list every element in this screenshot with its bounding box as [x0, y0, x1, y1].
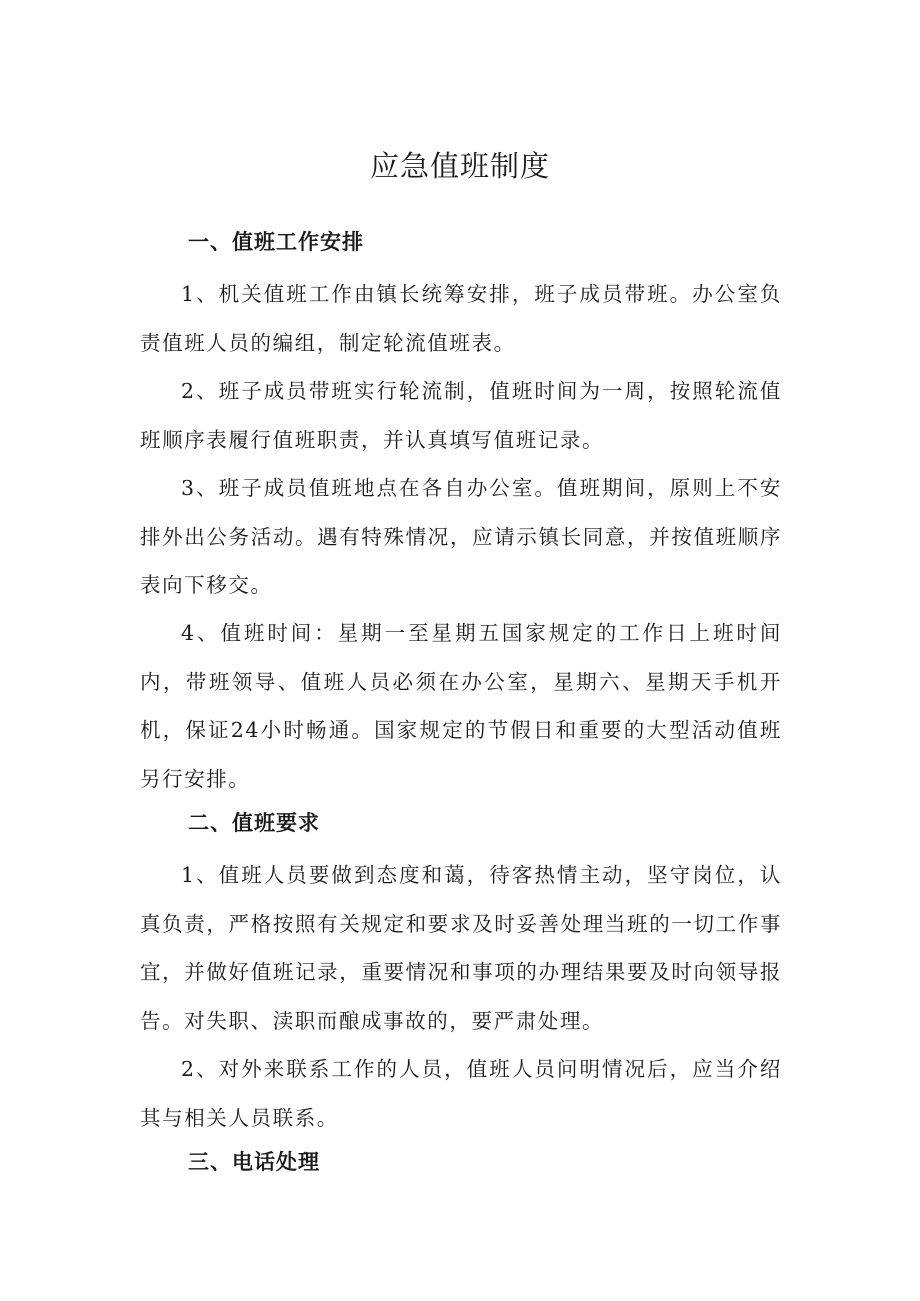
document-title: 应急值班制度 — [369, 149, 550, 183]
section-1-paragraph-1: 1、机关值班工作由镇长统筹安排，班子成员带班。办公室负责值班人员的编组，制定轮流值班表。 — [140, 282, 782, 355]
section-2-paragraph-2: 2、对外来联系工作的人员，值班人员问明情况后，应当介绍其与相关人员联系。 — [140, 1057, 782, 1130]
section-1-paragraph-3: 3、班子成员值班地点在各自办公室。值班期间，原则上不安排外出公务活动。遇有特殊情况，应请示镇长同意，并按值班顺序表向下移交。 — [140, 476, 782, 597]
section-heading-1: 一、值班工作安排 — [188, 230, 364, 254]
section-heading-2: 二、值班要求 — [188, 811, 320, 835]
section-2-paragraph-1: 1、值班人员要做到态度和蔼，待客热情主动，坚守岗位，认真负责，严格按照有关规定和要求及时妥善处理当班的一切工作事宜，并做好值班记录，重要情况和事项的办理结果要及时向领导报告。对失职、渎职而酿成事故的，要严肃处理。 — [140, 863, 782, 1033]
section-1-paragraph-2: 2、班子成员带班实行轮流制，值班时间为一周，按照轮流值班顺序表履行值班职责，并认真填写值班记录。 — [140, 379, 782, 452]
section-1-paragraph-4: 4、值班时间：星期一至星期五国家规定的工作日上班时间内，带班领导、值班人员必须在办公室，星期六、星期天手机开机，保证24小时畅通。国家规定的节假日和重要的大型活动值班另行安排。 — [140, 621, 782, 791]
section-heading-3: 三、电话处理 — [188, 1150, 320, 1174]
